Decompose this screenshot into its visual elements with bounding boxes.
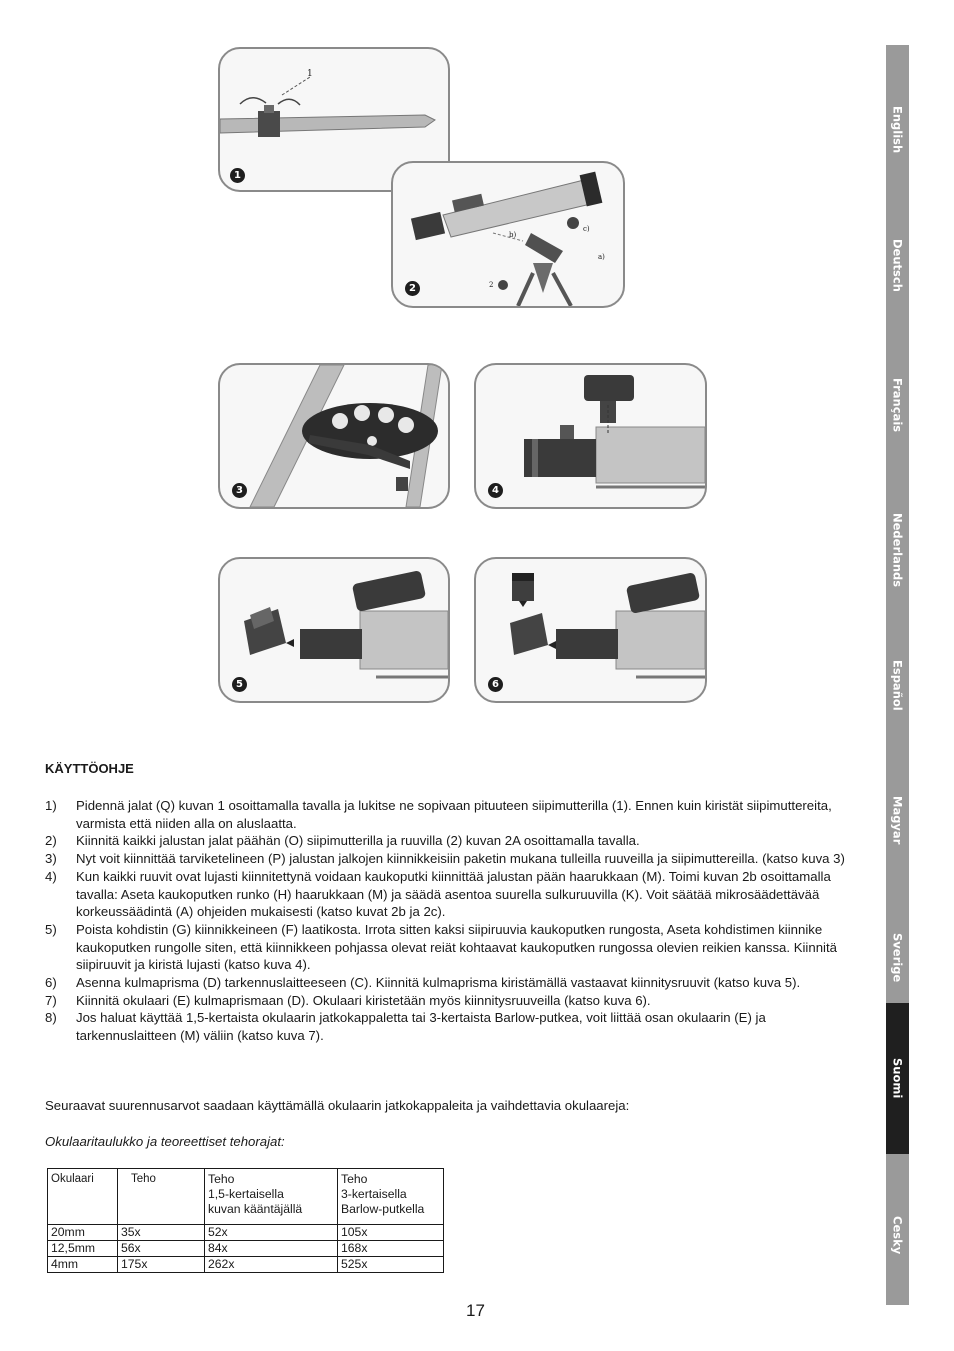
language-sidebar <box>886 45 909 1305</box>
figure-1-callout-label: 1 <box>307 69 313 79</box>
page-number: 17 <box>466 1301 485 1320</box>
figure-2-illustration <box>393 163 623 306</box>
table-cell: 168x <box>338 1241 444 1257</box>
step-text: Kiinnitä kaikki jalustan jalat päähän (O) siipimutterilla ja ruuvilla (2) kuvan 2A osoittamalla tavalla. <box>76 833 640 849</box>
list-item <box>45 1009 845 1044</box>
tab-label: Español <box>890 659 905 711</box>
tab-nederlands[interactable] <box>886 495 909 605</box>
figure-2-label-a: a) <box>598 253 605 261</box>
tab-label: Suomi <box>890 1058 905 1099</box>
figure-2 <box>391 161 625 308</box>
tab-label: English <box>890 106 905 154</box>
magnification-intro: Seuraavat suurennusarvot saadaan käyttämällä okulaarin jatkokappaleita ja vaihdettavia okulaareja: <box>45 1098 630 1113</box>
figure-5-badge: 5 <box>232 677 247 692</box>
step-number: 1) <box>45 798 57 813</box>
figure-6-badge: 6 <box>488 677 503 692</box>
eyepiece-table <box>47 1168 444 1273</box>
table-cell: 35x <box>118 1225 205 1241</box>
figure-2-label-c: c) <box>583 225 590 233</box>
tab-label: Deutsch <box>890 238 905 292</box>
table-cell: 84x <box>205 1241 338 1257</box>
figure-2-label-b: b) <box>509 231 517 239</box>
list-item <box>45 850 845 868</box>
figure-5 <box>218 557 450 703</box>
table-cell: 105x <box>338 1225 444 1241</box>
section-heading: KÄYTTÖOHJE <box>45 761 134 776</box>
table-row <box>48 1225 444 1241</box>
table-header-cell: Teho 3-kertaisella Barlow-putkella <box>338 1169 444 1225</box>
tab-label: Nederlands <box>890 512 905 588</box>
table-cell: 12,5mm <box>48 1241 118 1257</box>
instruction-list <box>45 797 845 1045</box>
figure-2-label-2: 2 <box>489 281 494 289</box>
figure-6 <box>474 557 707 703</box>
step-text: Poista kohdistin (G) kiinnikkeineen (F) laatikosta. Irrota sitten kaksi siipiruuvia kaukoputken rungosta, Aseta kohdistimen kiinnike kaukoputken rungolle siten, että kiinnikkeen pohjassa olevat reiät kohtaavat kaukoputken rungossa olevien reikien kanssa. Kiinnitä siipiruuvit ja kiristä lujasti (katso kuva 4). <box>76 921 837 973</box>
tab-label: Magyar <box>890 795 905 845</box>
table-row <box>48 1241 444 1257</box>
step-text: Pidennä jalat (Q) kuvan 1 osoittamalla tavalla ja lukitse ne sopivaan pituuteen siipimutterilla (1). Ennen kuin kiristät siipimuttereita, varmista että niiden alla on aluslaatta. <box>76 798 832 831</box>
figure-4 <box>474 363 707 509</box>
table-cell: 262x <box>205 1257 338 1273</box>
table-header-row <box>48 1169 444 1225</box>
step-text: Kun kaikki ruuvit ovat lujasti kiinnitettynä voidaan kaukoputki kiinnittää jalustan pään haarukkaan (M). Toimi kuvan 2b osoittamalla tavalla: Aseta kaukoputken runko (H) haarukkaan (M) ja säädä asentoa suurella sulkuruuvilla (K). Voit säätää mikrosäädettävää korkeussäädintä (A) ohjeiden mukaisesti (katso kuvat 2b ja 2c). <box>76 868 831 920</box>
figure-3 <box>218 363 450 509</box>
step-number: 5) <box>45 921 57 937</box>
figure-3-badge: 3 <box>232 483 247 498</box>
tab-magyar[interactable] <box>886 765 909 875</box>
table-header-cell: Teho <box>118 1169 205 1225</box>
tab-deutsch[interactable] <box>886 210 909 320</box>
tab-sverige[interactable] <box>886 903 909 1013</box>
list-item <box>45 797 845 832</box>
list-item <box>45 992 845 1010</box>
tab-label: Français <box>890 377 905 433</box>
step-text: Jos haluat käyttää 1,5-kertaista okulaarin jatkokappaletta tai 3-kertaista Barlow-putkea, voit liittää osan okulaarin (E) ja tarkennuslaitteen (M) väliin (katso kuva 7). <box>76 1010 766 1044</box>
table-header-cell: Teho 1,5-kertaisella kuvan kääntäjällä <box>205 1169 338 1225</box>
table-cell: 175x <box>118 1257 205 1273</box>
figure-4-badge: 4 <box>488 483 503 498</box>
figure-5-illustration <box>220 559 448 701</box>
tab-cesky[interactable] <box>886 1180 909 1290</box>
tab-francais[interactable] <box>886 350 909 460</box>
list-item <box>45 868 845 921</box>
figure-4-illustration <box>476 365 705 507</box>
tab-suomi[interactable] <box>886 1003 909 1154</box>
figure-6-illustration <box>476 559 705 701</box>
step-number: 4) <box>45 868 57 884</box>
step-text: Asenna kulmaprisma (D) tarkennuslaitteeseen (C). Kiinnitä kulmaprisma kiristämällä vastaavat kiinnitysruuvit (katso kuva 5). <box>76 975 801 991</box>
tab-english[interactable] <box>886 75 909 185</box>
table-row <box>48 1257 444 1273</box>
table-cell: 20mm <box>48 1225 118 1241</box>
step-number: 8) <box>45 1010 57 1026</box>
tab-label: Cesky <box>890 1215 905 1255</box>
tab-espanol[interactable] <box>886 630 909 740</box>
table-cell: 4mm <box>48 1257 118 1273</box>
step-number: 3) <box>45 851 57 867</box>
step-number: 2) <box>45 833 57 849</box>
figure-3-illustration <box>220 365 448 507</box>
tab-label: Sverige <box>890 933 905 983</box>
table-caption: Okulaaritaulukko ja teoreettiset tehorajat: <box>45 1134 285 1149</box>
list-item <box>45 832 845 850</box>
table-cell: 56x <box>118 1241 205 1257</box>
step-number: 7) <box>45 992 57 1008</box>
step-number: 6) <box>45 975 57 991</box>
step-text: Kiinnitä okulaari (E) kulmaprismaan (D). Okulaari kiristetään myös kiinnitysruuveilla (katso kuva 6). <box>76 992 651 1008</box>
table-cell: 52x <box>205 1225 338 1241</box>
list-item <box>45 974 845 992</box>
figure-2-badge: 2 <box>405 281 420 296</box>
figure-1-badge: 1 <box>230 168 245 183</box>
table-header-cell: Okulaari <box>48 1169 118 1225</box>
table-cell: 525x <box>338 1257 444 1273</box>
step-text: Nyt voit kiinnittää tarviketelineen (P) jalustan jalkojen kiinnikkeisiin paketin mukana tulleilla ruuveilla ja siipimuttereilla. (katso kuva 3) <box>76 851 845 867</box>
list-item <box>45 921 845 974</box>
